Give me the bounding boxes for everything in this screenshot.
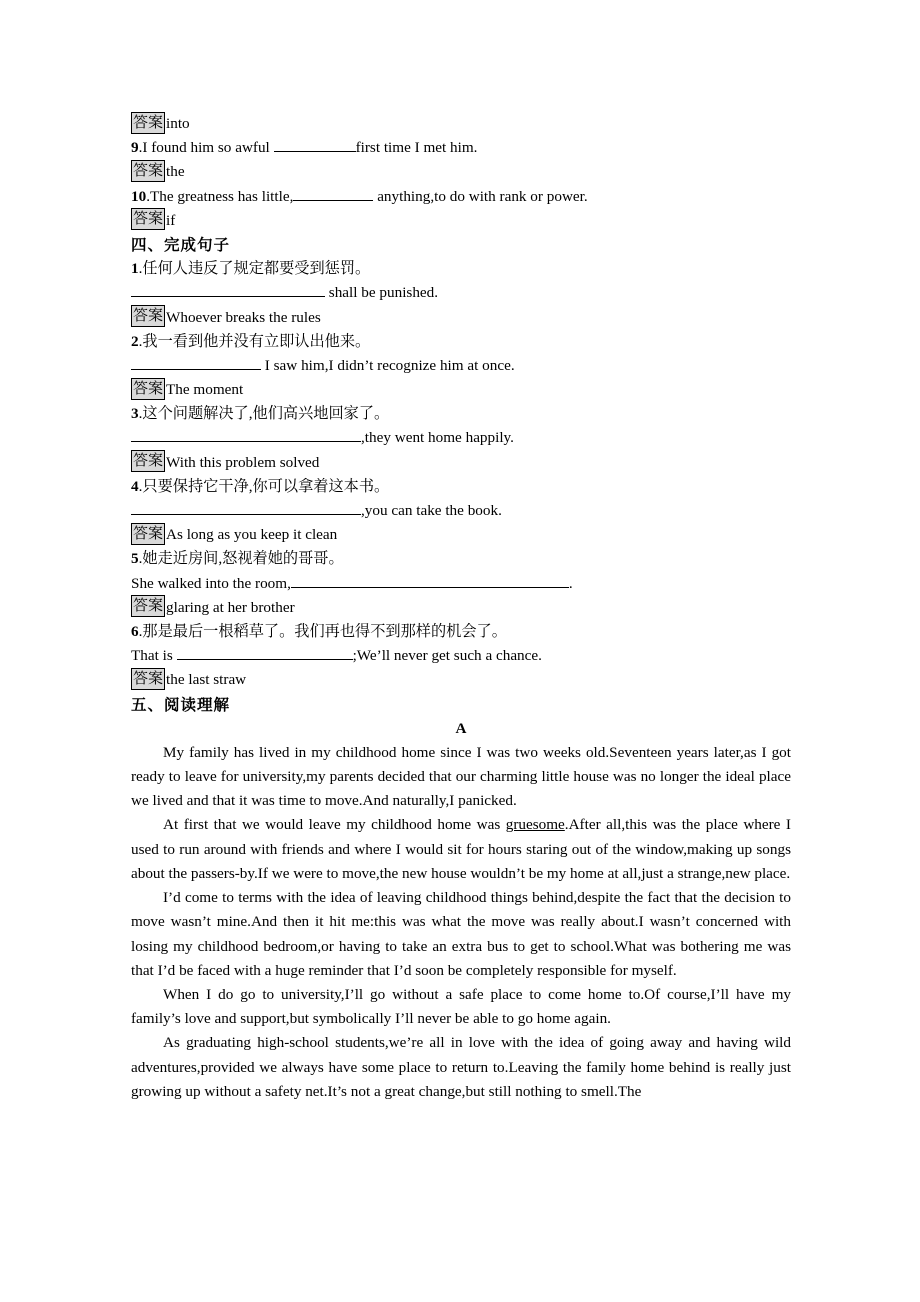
question-text: .I found him so awful (138, 139, 274, 157)
passage-paragraph-4: When I do go to university,I’ll go without a safe place to come home to.Of course,I’ll have my family’s love and support,but symbolically I’ll never be able to go home again. (131, 985, 791, 1028)
answer-text: the (166, 163, 185, 181)
fill-blank (274, 137, 356, 152)
question-9 (131, 136, 791, 160)
fill-blank (131, 355, 261, 370)
answer-badge: 答案 (131, 668, 165, 690)
question-number: 4 (131, 477, 139, 495)
answer-badge: 答案 (131, 523, 165, 545)
section-heading-5: 五、阅读理解 (131, 695, 231, 714)
fill-blank (177, 645, 353, 660)
question-text: .我一看到他并没有立即认出他来。 (138, 332, 371, 350)
underlined-word: gruesome (505, 816, 565, 834)
answer-badge: 答案 (131, 450, 165, 472)
question-5-chinese (131, 547, 791, 571)
answer-text: glaring at her brother (166, 598, 295, 616)
answer-line-2 (131, 378, 791, 402)
paragraph-text: At first that we would leave my childhood home was (163, 816, 506, 834)
passage-paragraph-2 (131, 813, 791, 886)
answer-line-3 (131, 451, 791, 475)
answer-badge: 答案 (131, 595, 165, 617)
paragraph-text: .After all,this was the place where I used to run around with friends and where I would sit for hours staring out of the window,making up songs about the passers-by.If we were to move,the new house wouldn’t be my home at all,just a strange,new place. (131, 816, 791, 882)
fill-blank (293, 186, 373, 201)
question-2-english (131, 354, 791, 378)
question-text: .The greatness has little, (146, 187, 294, 205)
question-text: .只要保持它干净,你可以拿着这本书。 (138, 477, 390, 495)
answer-line-6 (131, 668, 791, 692)
question-number: 9 (131, 139, 139, 157)
question-6-english (131, 644, 791, 668)
question-number: 1 (131, 260, 139, 278)
question-text: ;We’ll never get such a chance. (352, 647, 542, 665)
question-number: 5 (131, 550, 139, 568)
answer-text: The moment (166, 381, 244, 399)
answer-text: As long as you keep it clean (166, 526, 338, 544)
question-text: first time I met him. (355, 139, 478, 157)
passage-paragraph-1: My family has lived in my childhood home since I was two weeks old.Seventeen years later,as I got ready to leave for university,my parents decided that our charming little house was no longer the ideal place we lived and that it was time to move.And naturally,I panicked. (131, 743, 791, 810)
question-text: anything,to do with rank or power. (373, 187, 588, 205)
question-number: 10 (131, 187, 147, 205)
question-4-english (131, 499, 791, 523)
fill-blank (131, 282, 325, 297)
section-heading-4: 四、完成句子 (131, 235, 231, 254)
question-number: 3 (131, 405, 139, 423)
answer-text: Whoever breaks the rules (166, 308, 321, 326)
question-5-english (131, 572, 791, 596)
question-1-chinese (131, 257, 791, 281)
answer-line-4 (131, 523, 791, 547)
answer-badge: 答案 (131, 160, 165, 182)
question-6-chinese (131, 620, 791, 644)
question-1-english (131, 281, 791, 305)
document-page (131, 112, 791, 1104)
fill-blank (131, 427, 361, 442)
fill-blank (131, 500, 361, 515)
question-text: She walked into the room, (131, 574, 291, 592)
answer-line-1 (131, 306, 791, 330)
answer-line-9 (131, 160, 791, 184)
answer-badge: 答案 (131, 378, 165, 400)
question-number: 2 (131, 332, 139, 350)
question-text: ,they went home happily. (361, 429, 514, 447)
question-10 (131, 185, 791, 209)
passage-label: A (455, 719, 467, 737)
answer-badge: 答案 (131, 112, 165, 134)
answer-line-10 (131, 209, 791, 233)
question-text: shall be punished. (325, 284, 439, 302)
question-text: .她走近房间,怒视着她的哥哥。 (138, 550, 344, 568)
passage-paragraph-3: I’d come to terms with the idea of leaving childhood things behind,despite the fact that the decision to move wasn’t mine.And then it hit me:this was what the move was really about.I wasn’t concerned with losing my childhood bedroom,or having to take an extra bus to get to school.What was bothering me was that I’d be faced with a huge reminder that I’d soon be completely responsible for myself. (131, 889, 791, 979)
question-text: That is (131, 647, 177, 665)
answer-text: if (166, 211, 176, 229)
question-text: .任何人违反了规定都要受到惩罚。 (138, 260, 371, 278)
question-text: .那是最后一根稻草了。我们再也得不到那样的机会了。 (138, 622, 507, 640)
passage-paragraph-5: As graduating high-school students,we’re all in love with the idea of going away and having wild adventures,provided we always have some place to return to.Leaving the family home behind is really just growing up without a safety net.It’s not a great change,but still nothing to smell.The (131, 1034, 791, 1100)
question-2-chinese (131, 330, 791, 354)
answer-text: into (166, 115, 190, 132)
question-text: ,you can take the book. (361, 502, 502, 519)
answer-line-5 (131, 596, 791, 620)
answer-text: With this problem solved (166, 453, 320, 471)
question-3-chinese (131, 402, 791, 426)
fill-blank (291, 573, 569, 588)
answer-badge: 答案 (131, 208, 165, 230)
answer-badge: 答案 (131, 305, 165, 327)
question-text: . (568, 574, 573, 592)
question-text: I saw him,I didn’t recognize him at once. (261, 356, 515, 374)
question-4-chinese (131, 475, 791, 499)
question-number: 6 (131, 622, 139, 640)
answer-text: the last straw (166, 671, 247, 689)
question-text: .这个问题解决了,他们高兴地回家了。 (138, 405, 390, 423)
question-3-english (131, 426, 791, 450)
answer-line-8 (131, 112, 791, 136)
